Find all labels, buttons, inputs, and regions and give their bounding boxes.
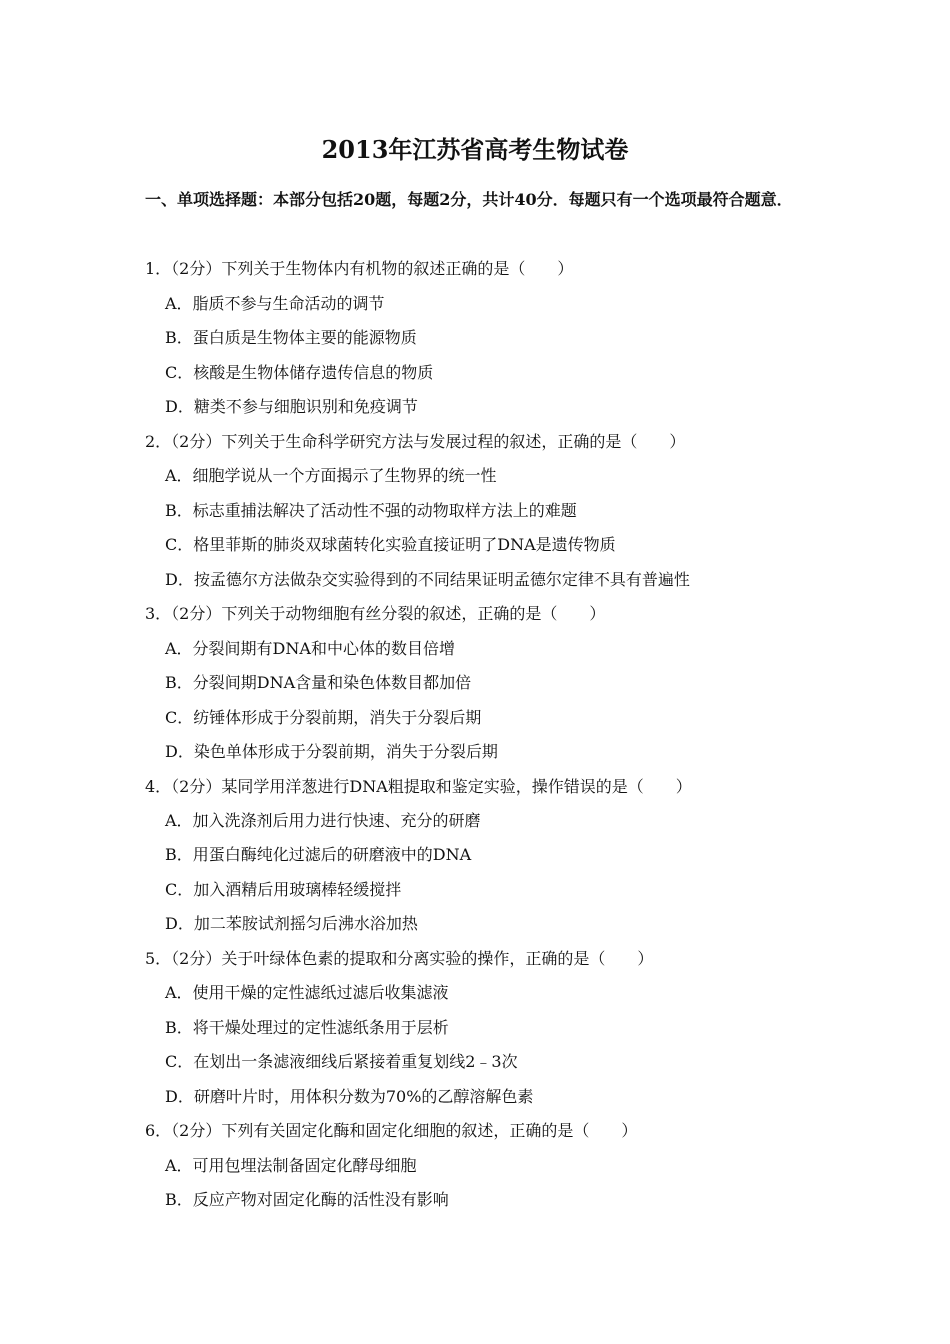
question-3-option-c: C．纺锤体形成于分裂前期，消失于分裂后期 xyxy=(165,708,482,727)
question-4-stem: 4．（2分）某同学用洋葱进行DNA粗提取和鉴定实验，操作错误的是（ ） xyxy=(145,777,692,796)
question-5-option-a: A．使用干燥的定性滤纸过滤后收集滤液 xyxy=(165,983,449,1002)
question-5-stem: 5．（2分）关于叶绿体色素的提取和分离实验的操作，正确的是（ ） xyxy=(145,949,654,968)
question-5-option-d: D．研磨叶片时，用体积分数为70%的乙醇溶解色素 xyxy=(165,1087,534,1106)
section-heading: 一、单项选择题：本部分包括20题，每题2分，共计40分．每题只有一个选项最符合题意． xyxy=(145,190,793,209)
question-4-option-c: C．加入酒精后用玻璃棒轻缓搅拌 xyxy=(165,880,402,899)
page-title: 2013年江苏省高考生物试卷 xyxy=(321,135,629,164)
question-1-option-a: A．脂质不参与生命活动的调节 xyxy=(165,294,385,313)
question-3-option-a: A．分裂间期有DNA和中心体的数目倍增 xyxy=(165,639,455,658)
question-5-option-c: C．在划出一条滤液细线后紧接着重复划线2﹣3次 xyxy=(165,1052,518,1071)
question-3-stem: 3．（2分）下列关于动物细胞有丝分裂的叙述，正确的是（ ） xyxy=(145,604,606,623)
question-6-option-a: A．可用包埋法制备固定化酵母细胞 xyxy=(165,1156,417,1175)
question-3-option-d: D．染色单体形成于分裂前期，消失于分裂后期 xyxy=(165,742,498,761)
question-1-stem: 1．（2分）下列关于生物体内有机物的叙述正确的是（ ） xyxy=(145,259,574,278)
question-1-option-d: D．糖类不参与细胞识别和免疫调节 xyxy=(165,397,418,416)
question-2-option-b: B．标志重捕法解决了活动性不强的动物取样方法上的难题 xyxy=(165,501,577,520)
question-3-option-b: B．分裂间期DNA含量和染色体数目都加倍 xyxy=(165,673,472,692)
question-2-option-c: C．格里菲斯的肺炎双球菌转化实验直接证明了DNA是遗传物质 xyxy=(165,535,616,554)
question-4-option-d: D．加二苯胺试剂摇匀后沸水浴加热 xyxy=(165,914,418,933)
question-4-option-b: B．用蛋白酶纯化过滤后的研磨液中的DNA xyxy=(165,845,472,864)
question-2-stem: 2．（2分）下列关于生命科学研究方法与发展过程的叙述，正确的是（ ） xyxy=(145,432,686,451)
question-2-option-a: A．细胞学说从一个方面揭示了生物界的统一性 xyxy=(165,466,497,485)
question-6-stem: 6．（2分）下列有关固定化酶和固定化细胞的叙述，正确的是（ ） xyxy=(145,1121,638,1140)
question-1-option-b: B．蛋白质是生物体主要的能源物质 xyxy=(165,328,417,347)
question-6-option-b: B．反应产物对固定化酶的活性没有影响 xyxy=(165,1190,449,1209)
question-2-option-d: D．按孟德尔方法做杂交实验得到的不同结果证明孟德尔定律不具有普遍性 xyxy=(165,570,690,589)
question-5-option-b: B．将干燥处理过的定性滤纸条用于层析 xyxy=(165,1018,449,1037)
question-1-option-c: C．核酸是生物体储存遗传信息的物质 xyxy=(165,363,434,382)
question-4-option-a: A．加入洗涤剂后用力进行快速、充分的研磨 xyxy=(165,811,481,830)
